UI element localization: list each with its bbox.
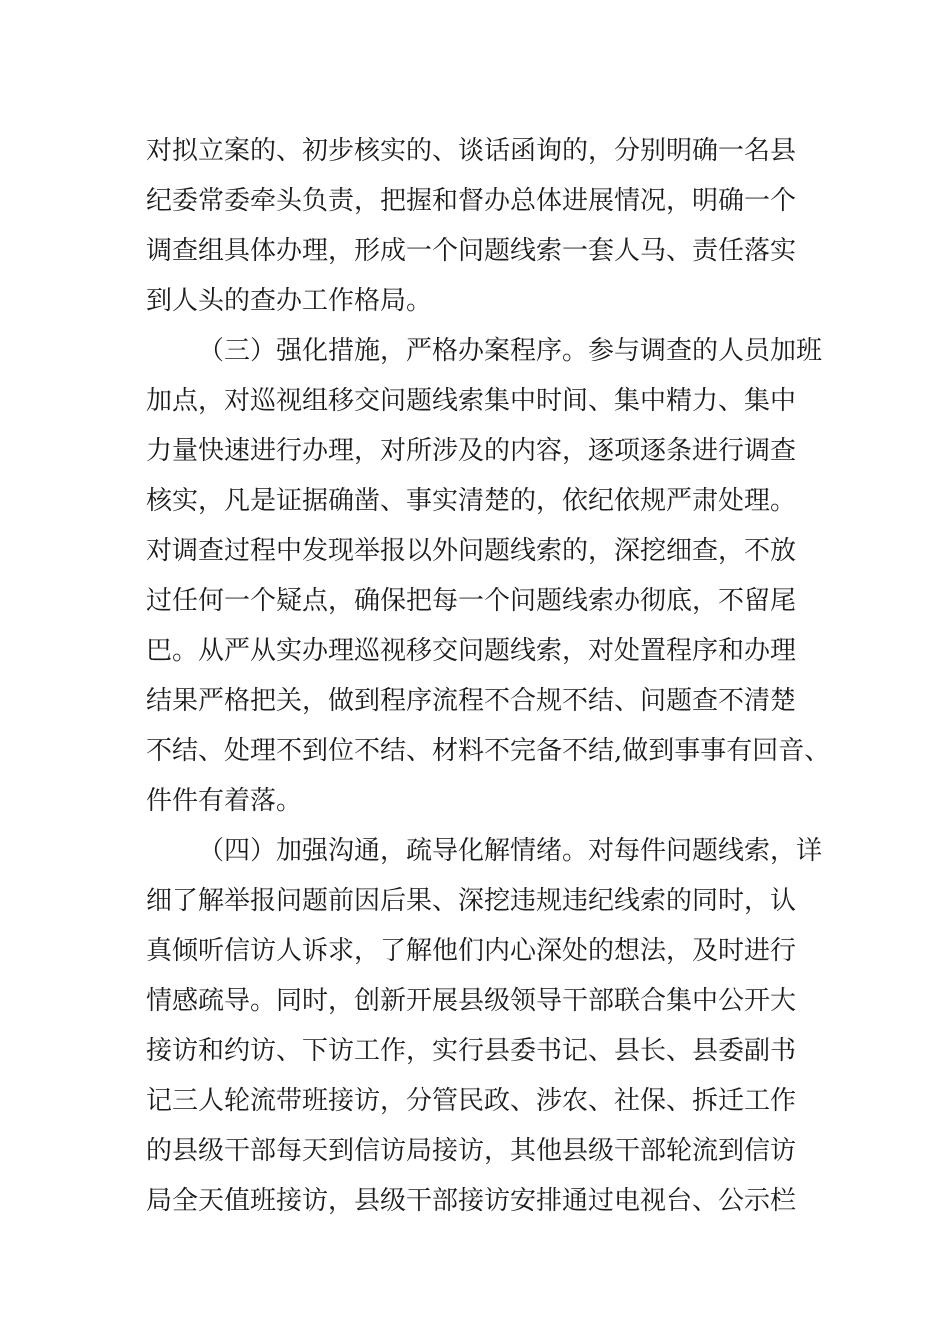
text-line: 不结、处理不到位不结、材料不完备不结,做到事事有回音、 bbox=[146, 736, 831, 766]
text-line: 到人头的查办工作格局。 bbox=[146, 286, 433, 316]
text-line: 纪委常委牵头负责，把握和督办总体进展情况，明确一个 bbox=[146, 186, 797, 216]
text-line: 结果严格把关，做到程序流程不合规不结、问题查不清楚 bbox=[146, 686, 797, 716]
text-line: 对调查过程中发现举报以外问题线索的，深挖细查，不放 bbox=[146, 536, 797, 566]
section-heading-3: （三）强化措施，严格办案程序。参与调查的人员加班 bbox=[198, 336, 823, 366]
text-line: 的县级干部每天到信访局接访，其他县级干部轮流到信访 bbox=[146, 1136, 797, 1166]
text-line: 情感疏导。同时，创新开展县级领导干部联合集中公开大 bbox=[146, 986, 797, 1016]
text-line: 加点，对巡视组移交问题线索集中时间、集中精力、集中 bbox=[146, 386, 797, 416]
text-line: 过任何一个疑点，确保把每一个问题线索办彻底，不留尾 bbox=[146, 586, 797, 616]
text-line: 真倾听信访人诉求，了解他们内心深处的想法，及时进行 bbox=[146, 936, 797, 966]
text-line: 对拟立案的、初步核实的、谈话函询的，分别明确一名县 bbox=[146, 136, 797, 166]
text-line: 巴。从严从实办理巡视移交问题线索，对处置程序和办理 bbox=[146, 636, 797, 666]
text-line: 记三人轮流带班接访，分管民政、涉农、社保、拆迁工作 bbox=[146, 1086, 797, 1116]
text-line: 局全天值班接访，县级干部接访安排通过电视台、公示栏 bbox=[146, 1186, 797, 1216]
text-line: 核实，凡是证据确凿、事实清楚的，依纪依规严肃处理。 bbox=[146, 486, 797, 516]
text-line: 调查组具体办理，形成一个问题线索一套人马、责任落实 bbox=[146, 236, 797, 266]
text-line: 接访和约访、下访工作，实行县委书记、县长、县委副书 bbox=[146, 1036, 797, 1066]
section-heading-4: （四）加强沟通，疏导化解情绪。对每件问题线索，详 bbox=[198, 836, 823, 866]
text-line: 细了解举报问题前因后果、深挖违规违纪线索的同时，认 bbox=[146, 886, 797, 916]
text-line: 力量快速进行办理，对所涉及的内容，逐项逐条进行调查 bbox=[146, 436, 797, 466]
text-line: 件件有着落。 bbox=[146, 786, 303, 816]
